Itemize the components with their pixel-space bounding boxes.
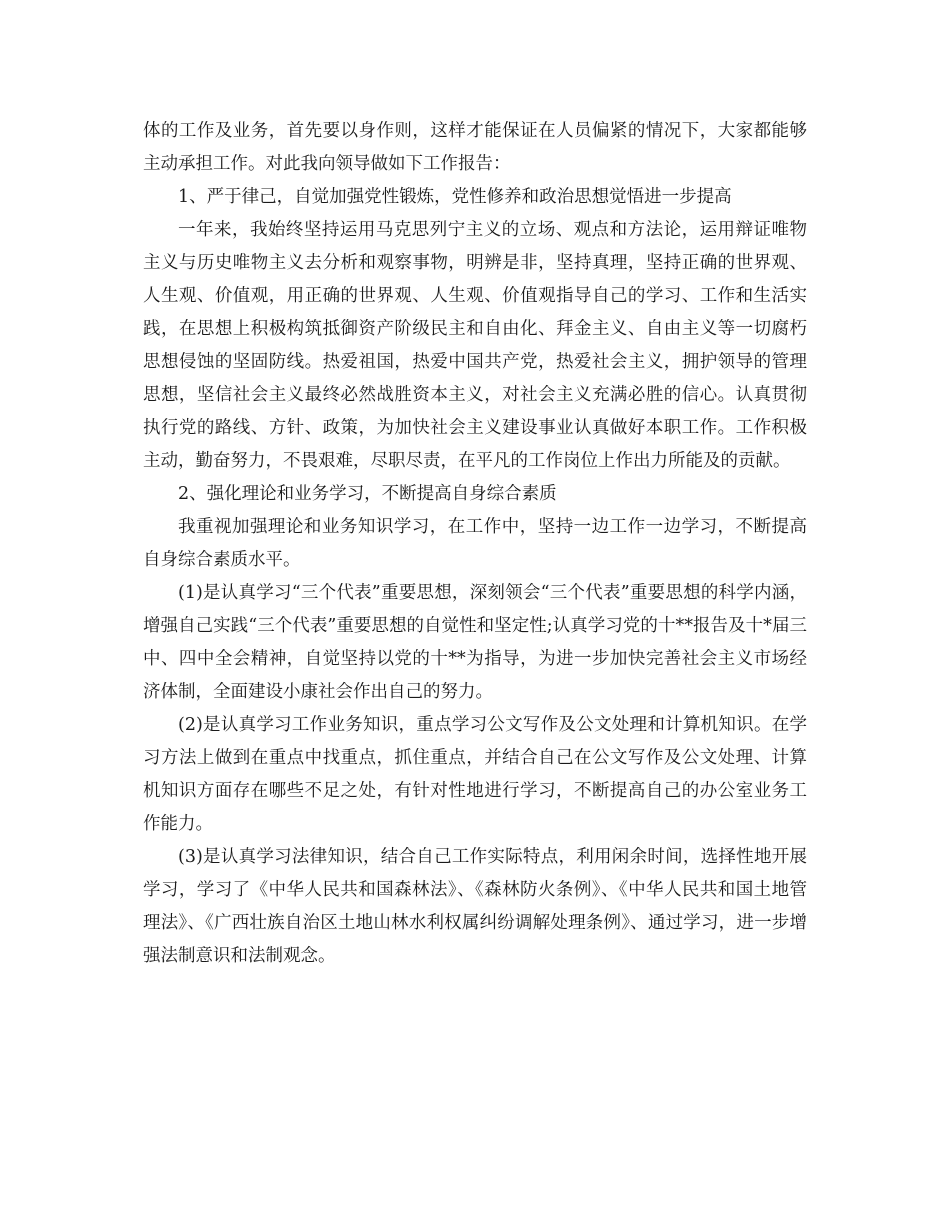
document-body bbox=[143, 115, 807, 973]
paragraph-section-2-intro: 我重视加强理论和业务知识学习，在工作中，坚持一边工作一边学习，不断提高自身综合素质水平。 bbox=[143, 517, 807, 570]
heading-section-1: 1、严于律己，自觉加强党性锻炼，党性修养和政治思想觉悟进一步提高 bbox=[178, 187, 732, 207]
paragraph-item-1: (1)是认真学习“三个代表”重要思想，深刻领会“三个代表”重要思想的科学内涵，增强自己实践“三个代表”重要思想的自觉性和坚定性;认真学习党的十**报告及十*届三中、四中全会精神，自觉坚持以党的十**为指导，为进一步加快完善社会主义市场经济体制，全面建设小康社会作出自己的努力。 bbox=[143, 583, 807, 702]
heading-section-2: 2、强化理论和业务学习，不断提高自身综合素质 bbox=[178, 484, 557, 504]
paragraph-continuation: 体的工作及业务，首先要以身作则，这样才能保证在人员偏紧的情况下，大家都能够主动承担工作。对此我向领导做如下工作报告： bbox=[143, 121, 807, 174]
paragraph-item-2: (2)是认真学习工作业务知识，重点学习公文写作及公文处理和计算机知识。在学习方法上做到在重点中找重点，抓住重点，并结合自己在公文写作及公文处理、计算机知识方面存在哪些不足之处，有针对性地进行学习，不断提高自己的办公室业务工作能力。 bbox=[143, 715, 807, 834]
paragraph-item-3: (3)是认真学习法律知识，结合自己工作实际特点，利用闲余时间，选择性地开展学习，学习了《中华人民共和国森林法》、《森林防火条例》、《中华人民共和国土地管理法》、《广西壮族自治区土地山林水利权属纠纷调解处理条例》、通过学习，进一步增强法制意识和法制观念。 bbox=[143, 847, 807, 966]
paragraph-section-1-body: 一年来，我始终坚持运用马克思列宁主义的立场、观点和方法论，运用辩证唯物主义与历史唯物主义去分析和观察事物，明辨是非，坚持真理，坚持正确的世界观、人生观、价值观，用正确的世界观、人生观、价值观指导自己的学习、工作和生活实践，在思想上积极构筑抵御资产阶级民主和自由化、拜金主义、自由主义等一切腐朽思想侵蚀的坚固防线。热爱祖国，热爱中国共产党，热爱社会主义，拥护领导的管理思想，坚信社会主义最终必然战胜资本主义，对社会主义充满必胜的信心。认真贯彻执行党的路线、方针、政策，为加快社会主义建设事业认真做好本职工作。工作积极主动，勤奋努力，不畏艰难，尽职尽责，在平凡的工作岗位上作出力所能及的贡献。 bbox=[143, 220, 807, 471]
